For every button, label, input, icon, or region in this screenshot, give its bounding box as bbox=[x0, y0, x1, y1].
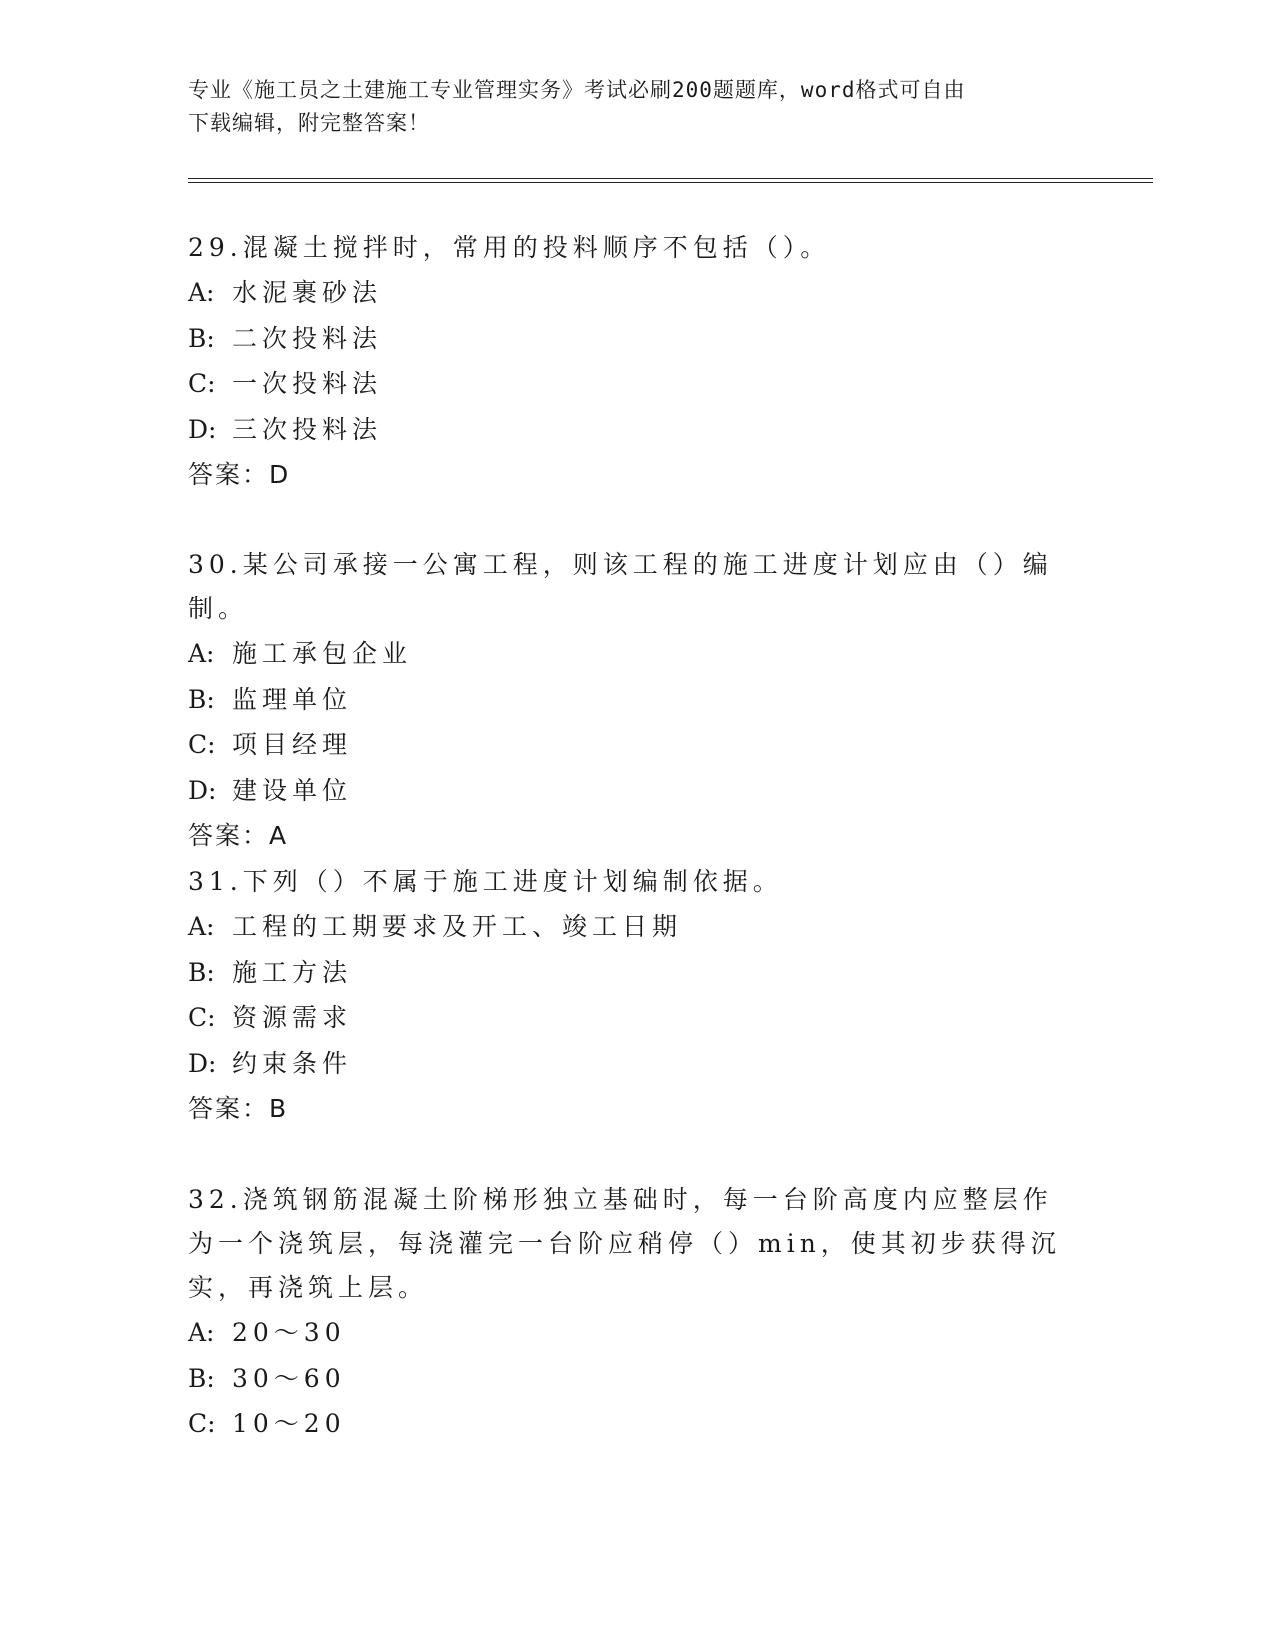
question-text: 29.混凝土搅拌时，常用的投料顺序不包括（）。 bbox=[188, 233, 831, 262]
option-text: 工程的工期要求及开工、竣工日期 bbox=[232, 912, 683, 941]
option-letter: D: bbox=[188, 414, 217, 444]
question-31 bbox=[188, 860, 1088, 1131]
option-a bbox=[188, 631, 1088, 677]
option-text: 监理单位 bbox=[232, 684, 353, 714]
option-text: 项目经理 bbox=[232, 730, 353, 759]
header-line-1: 专业《施工员之土建施工专业管理实务》考试必刷200题题库，word格式可自由 bbox=[188, 78, 966, 102]
option-b bbox=[188, 950, 1088, 996]
header-divider-top bbox=[188, 178, 1153, 179]
option-letter: B: bbox=[188, 323, 215, 353]
option-a bbox=[188, 270, 1088, 316]
option-letter: B: bbox=[188, 684, 215, 714]
question-text: 32.浇筑钢筋混凝土阶梯形独立基础时，每一台阶高度内应整层作为一个浇筑层，每浇灌完一台阶应稍停（）min，使其初步获得沉实，再浇筑上层。 bbox=[188, 1185, 1061, 1302]
option-b bbox=[188, 1356, 1068, 1402]
question-text: 31.下列（）不属于施工进度计划编制依据。 bbox=[188, 867, 783, 896]
option-text: 建设单位 bbox=[232, 775, 353, 805]
option-d bbox=[188, 1041, 1088, 1087]
option-letter: C: bbox=[188, 1409, 216, 1438]
option-letter: A: bbox=[188, 912, 215, 941]
option-letter: C: bbox=[188, 1003, 216, 1032]
option-letter: D: bbox=[188, 775, 217, 805]
question-32 bbox=[188, 1178, 1068, 1447]
option-d bbox=[188, 407, 1088, 453]
option-text: 二次投料法 bbox=[232, 323, 383, 353]
option-text: 施工方法 bbox=[232, 957, 353, 987]
option-b bbox=[188, 677, 1088, 723]
option-text: 施工承包企业 bbox=[232, 639, 413, 668]
answer-line: 答案：B bbox=[188, 1094, 289, 1123]
option-text: 水泥裹砂法 bbox=[232, 278, 383, 307]
option-letter: C: bbox=[188, 369, 216, 398]
option-letter: D: bbox=[188, 1048, 217, 1078]
option-text: 三次投料法 bbox=[232, 414, 383, 444]
option-a bbox=[188, 904, 1088, 950]
header-line-2: 下载编辑，附完整答案！ bbox=[188, 111, 430, 135]
document-header bbox=[188, 74, 1068, 140]
header-divider-bottom bbox=[188, 182, 1153, 183]
option-letter: A: bbox=[188, 278, 215, 307]
option-c bbox=[188, 361, 1088, 407]
answer-line: 答案：D bbox=[188, 460, 291, 489]
option-c bbox=[188, 722, 1088, 768]
option-text: 一次投料法 bbox=[232, 369, 383, 398]
option-text: 20～30 bbox=[232, 1318, 346, 1347]
option-letter: A: bbox=[188, 1318, 215, 1347]
option-text: 资源需求 bbox=[232, 1003, 353, 1032]
question-text: 30.某公司承接一公寓工程，则该工程的施工进度计划应由（）编制。 bbox=[188, 550, 1053, 623]
option-letter: C: bbox=[188, 730, 216, 759]
option-text: 10～20 bbox=[232, 1409, 346, 1438]
option-text: 30～60 bbox=[232, 1363, 346, 1393]
option-c bbox=[188, 995, 1088, 1041]
option-letter: B: bbox=[188, 1363, 215, 1393]
option-c bbox=[188, 1401, 1068, 1447]
option-letter: A: bbox=[188, 639, 215, 668]
option-letter: B: bbox=[188, 957, 215, 987]
answer-line: 答案：A bbox=[188, 821, 289, 850]
question-29 bbox=[188, 226, 1088, 497]
option-b bbox=[188, 316, 1088, 362]
question-30 bbox=[188, 543, 1088, 858]
option-text: 约束条件 bbox=[232, 1048, 353, 1078]
option-a bbox=[188, 1310, 1068, 1356]
option-d bbox=[188, 768, 1088, 814]
